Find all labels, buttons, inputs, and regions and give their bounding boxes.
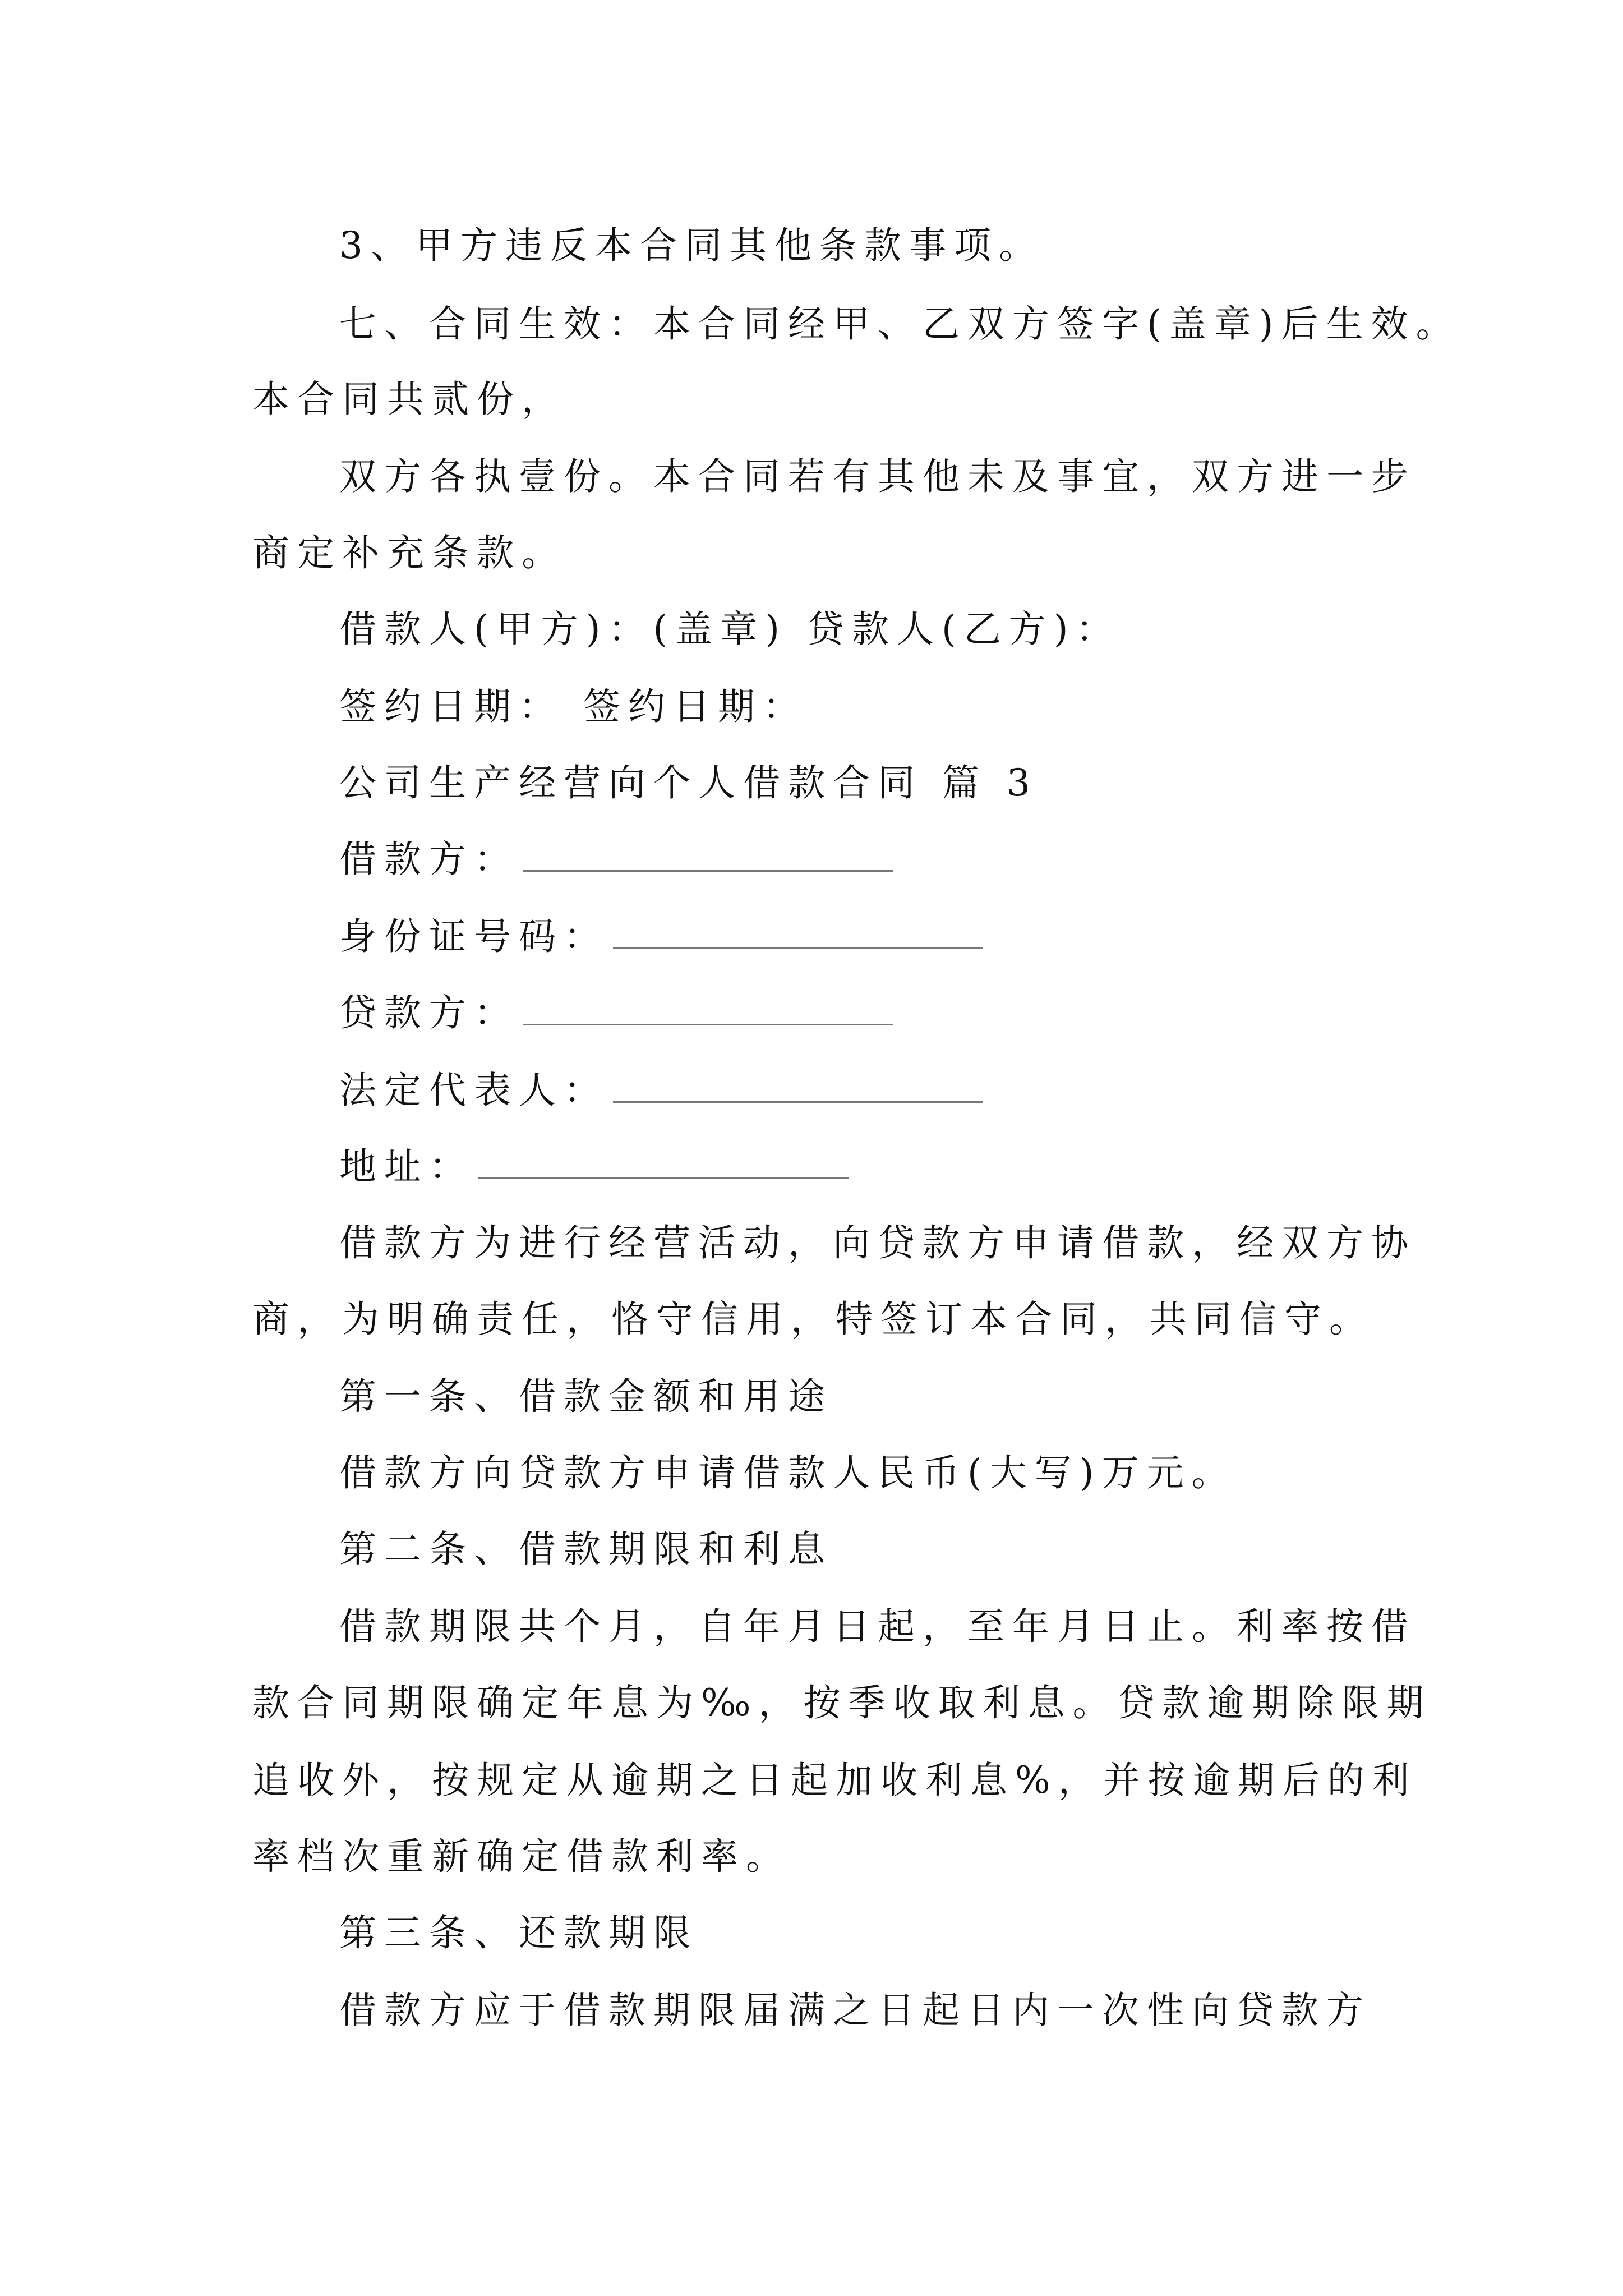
blank-underline (523, 841, 893, 872)
field-label: 地址： (339, 1145, 474, 1188)
section-title: 公司生产经营向个人借款合同 篇 3 (339, 761, 1038, 804)
paragraph-line: 款合同期限确定年息为‰，按季收取利息。贷款逾期除限期 (252, 1681, 1432, 1724)
paragraph-line: 双方各执壹份。本合同若有其他未及事宜，双方进一步 (339, 455, 1416, 498)
blank-underline (478, 1148, 849, 1179)
field-label: 法定代表人： (339, 1069, 608, 1112)
paragraph-line: 借款方为进行经营活动，向贷款方申请借款，经双方协 (339, 1221, 1416, 1264)
field-label: 贷款方： (339, 991, 519, 1034)
signing-date-line: 签约日期： 签约日期： (339, 685, 808, 728)
address-field (339, 1144, 1382, 1189)
signature-line: 借款人(甲方)：(盖章) 贷款人(乙方)： (339, 608, 1121, 651)
legal-representative-field (339, 1068, 1382, 1113)
field-label: 借款方： (339, 838, 519, 881)
field-label: 身份证号码： (339, 915, 608, 958)
paragraph-line: 商，为明确责任，恪守信用，特签订本合同，共同信守。 (252, 1297, 1374, 1341)
paragraph-line: 本合同共贰份， (252, 378, 566, 421)
blank-underline (523, 995, 893, 1025)
borrower-field (339, 837, 1382, 882)
paragraph-line: 率档次重新确定借款利率。 (252, 1835, 791, 1878)
lender-field (339, 991, 1382, 1036)
blank-underline (613, 918, 983, 949)
paragraph-line: 借款期限共个月，自年月日起，至年月日止。利率按借 (339, 1605, 1416, 1648)
paragraph-line: 追收外，按规定从逾期之日起加收利息%，并按逾期后的利 (252, 1759, 1417, 1802)
blank-underline (613, 1072, 983, 1103)
article-heading: 第一条、借款金额和用途 (339, 1375, 833, 1418)
article-heading: 第三条、还款期限 (339, 1911, 698, 1954)
paragraph-line: 商定补充条款。 (252, 531, 566, 574)
paragraph-line: 3、甲方违反本合同其他条款事项。 (339, 224, 1044, 267)
paragraph-line: 借款方应于借款期限届满之日起日内一次性向贷款方 (339, 1989, 1371, 2032)
paragraph-line: 借款方向贷款方申请借款人民币(大写)万元。 (339, 1451, 1237, 1494)
id-number-field (339, 914, 1382, 959)
article-heading: 第二条、借款期限和利息 (339, 1527, 833, 1571)
paragraph-line: 七、合同生效：本合同经甲、乙双方签字(盖章)后生效。 (339, 302, 1461, 346)
